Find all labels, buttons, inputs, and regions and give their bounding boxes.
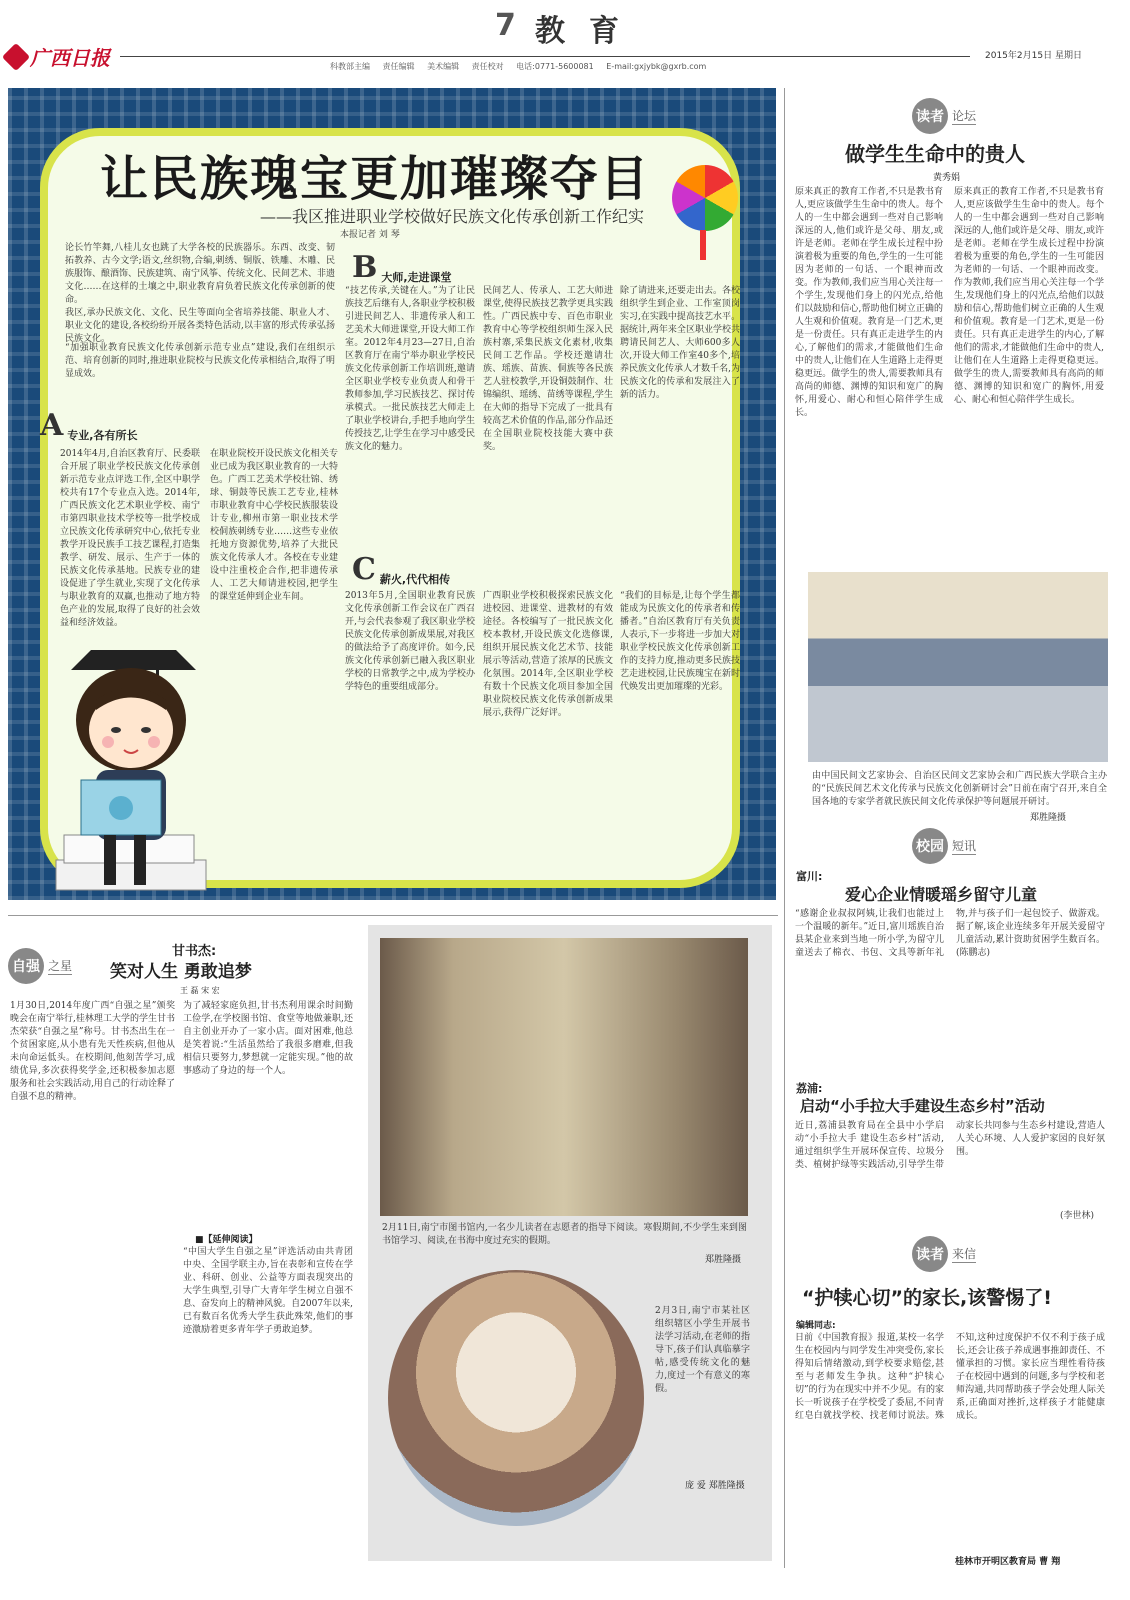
news-tag-main: 校园 (912, 828, 948, 864)
star-tag (8, 948, 72, 984)
library-photo-credit: 郑胜隆摄 (705, 1255, 742, 1265)
news-tag-sub: 短讯 (952, 839, 977, 853)
letter-salutation: 编辑同志: (796, 1321, 836, 1331)
library-photo-caption: 2月11日,南宁市图书馆内,一名少儿读者在志愿者的指导下阅读。寒假期间,不少学生来到图书馆学习、阅读,在书海中度过充实的假期。 (382, 1223, 747, 1246)
letter-text: 日前《中国教育报》报道,某校一名学生在校园内与同学发生冲突受伤,家长得知后情绪激动,到学校要求赔偿,甚至与老师发生争执。这种“护犊心切”的行为在现实中并不少见。有的家长一听说孩子在学校受了委屈,不问青红皂白就找学校、找老师讨说法。殊不知,这种过度保护不仅不利于孩子成长,还会让孩子养成遇事推卸责任、不懂承担的习惯。家长应当理性看待孩子在校园中遇到的问题,多与学校和老师沟通,共同帮助孩子学会处理人际关系,正确面对挫折,这样孩子才能健康成长。 (795, 1333, 1105, 1421)
feature-divider (8, 915, 778, 916)
section-b-text-2: 民间艺人、传承人、工艺大师进课堂,使得民族技艺教学更具实践性。广西民族中专、百色市职业教育中心等学校组织师生深入民族村寨,采集民族文化素材,收集民间工艺作品。学校还邀请壮族、瑶族、苗族、侗族等各民族艺人驻校教学,开设铜鼓制作、壮锦编织、瑶绣、苗绣等课程,学生在大师的指导下完成了一批具有较高艺术价值的作品,部分作品还在全国职业院校技能大赛中获奖。 (483, 286, 613, 452)
star-tag-sub: 之星 (48, 959, 73, 973)
star-byline: 王 磊 宋 宏 (180, 986, 220, 995)
forum-tag-sub: 论坛 (952, 109, 977, 123)
letter-tag-main: 读者 (912, 1236, 948, 1272)
newspaper-name: 广西日报 (30, 46, 110, 70)
ball-tassel (700, 230, 706, 260)
seminar-photo-credit: 郑胜隆摄 (1030, 813, 1067, 823)
section-c-text-2: 广西职业学校积极探索民族文化进校园、进课堂、进教材的有效途径。各校编写了一批民族文化校本教材,开设民族文化选修课,组织开展民族文化艺术节、技能展示等活动,营造了浓厚的民族文化氛围。2014年,全区职业学校有数十个民族文化项目参加全国职业院校民族文化传承创新成果展示,获得广泛好评。 (483, 591, 613, 718)
feature-subtitle: ——我区推进职业学校做好民族文化传承创新工作纪实 (260, 207, 645, 226)
section-c-text: 2013年5月,全国职业教育民族文化传承创新工作会议在广西召开,与会代表参观了我区职业学校民族文化传承创新成果展,对我区的做法给予了高度评价。如今,民族文化传承创新已融入我区职业学校的日常教学之中,成为学校办学特色的重要组成部分。 (345, 591, 475, 692)
feature-headline: 让民族瑰宝更加璀璨夺目 (100, 151, 651, 207)
section-b-letter: B (352, 250, 378, 285)
calligraphy-photo-caption: 2月3日,南宁市某社区组织辖区小学生开展书法学习活动,在老师的指导下,孩子们认真临摹字帖,感受传统文化的魅力,度过一个有意义的寒假。 (655, 1306, 750, 1394)
letter-tag-sub: 来信 (952, 1247, 977, 1261)
news-item1-title: 爱心企业情暖瑶乡留守儿童 (845, 885, 1038, 904)
page-number: 7 (495, 8, 516, 43)
section-a-letter: A (40, 408, 64, 443)
section-c-header (352, 552, 450, 587)
news-item2-place: 荔浦: (796, 1082, 823, 1095)
forum-text-col1: 原来真正的教育工作者,不只是教书育人,更应该做学生生命中的贵人。每个人的一生中都会遇到一些对自己影响深远的人,他们或许是父母、朋友,或许是老师。老师在学生成长过程中扮演着极为重要的角色,学生的一生可能因为老师的一句话、一个眼神而改变。作为教师,我们应当用心关注每一个学生,发现他们身上的闪光点,给他们以鼓励和信心,帮助他们树立正确的人生观和价值观。教育是一门艺术,更是一份责任。只有真正走进学生的内心,了解他们的需求,才能做他们生命中的贵人,让他们在人生道路上走得更稳更远。做学生的贵人,需要教师具有高尚的师德、渊博的知识和宽广的胸怀,用爱心、耐心和恒心陪伴学生成长。 (795, 187, 943, 418)
section-b-text: “技艺传承,关键在人。”为了让民族技艺后继有人,各职业学校积极引进民间艺人、非遗传承人和工艺美术大师进课堂,开设大师工作室。2012年4月23—27日,自治区教育厅在南宁举办职业学校民族文化传承创新工作培训班,邀请全区职业学校专业负责人和骨干教师参加,学习民族技艺、探讨传承模式。一批民族技艺大师走上了职业学校讲台,手把手地向学生传授技艺,让学生在学习中感受民族文化的魅力。 (345, 286, 475, 452)
news-item2-text: 近日,荔浦县教育局在全县中小学启动“小手拉大手 建设生态乡村”活动,通过组织学生开展环保宣传、垃圾分类、植树护绿等实践活动,引导学生带动家长共同参与生态乡村建设,营造人人关心环境、人人爱护家园的良好氛围。 (795, 1121, 1105, 1170)
news-item1-place: 富川: (796, 870, 823, 883)
newspaper-logo (6, 42, 110, 71)
logo-icon (2, 42, 30, 70)
section-c-letter: C (352, 552, 376, 587)
feature-intro: 论长竹竿舞,八桂儿女也跳了大学各校的民族器乐。东西、改变、韧拓教养、古今文学;语文,丝织物,合编,刺绣、铜版、铁雕、木雕、民族服饰、酿酒饰、民族建筑、南宁风筝、传统文化、民间艺术、非遗文化……在这样的土壤之中,职业教育肩负着民族文化传承创新的使命。 (65, 243, 336, 305)
forum-author: 黄秀娟 (933, 173, 961, 183)
star-extend-text: “中国大学生自强之星”评选活动由共青团中央、全国学联主办,旨在表彰和宣传在学业、科研、创业、公益等方面表现突出的大学生典型,引导广大青年学生树立自强不息、奋发向上的精神风貌。自2007年以来,已有数百名优秀大学生获此殊荣,他们的事迹激励着更多青年学子勇敢追梦。 (183, 1247, 353, 1335)
section-c-text-3: “我们的目标是,让每个学生都能成为民族文化的传承者和传播者。”自治区教育厅有关负责人表示,下一步将进一步加大对职业学校民族文化传承创新工作的支持力度,推动更多民族技艺走进校园,让民族瑰宝在新时代焕发出更加璀璨的光彩。 (620, 591, 740, 692)
star-kicker: 甘书杰: (172, 944, 217, 959)
forum-title: 做学生生命中的贵人 (845, 142, 1025, 166)
issue-date: 2015年2月15日 星期日 (985, 51, 1082, 61)
section-c-label: 薪火,代代相传 (379, 573, 451, 586)
section-b-header (352, 250, 452, 285)
forum-tag-main: 读者 (912, 98, 948, 134)
news-item2-title: 启动“小手拉大手建设生态乡村”活动 (800, 1097, 1045, 1115)
forum-text-col2: 原来真正的教育工作者,不只是教书育人,更应该做学生生命中的贵人。每个人的一生中都会遇到一些对自己影响深远的人,他们或许是父母、朋友,或许是老师。老师在学生成长过程中扮演着极为重要的角色,学生的一生可能因为老师的一句话、一个眼神而改变。作为教师,我们应当用心关注每一个学生,发现他们身上的闪光点,给他们以鼓励和信心,帮助他们树立正确的人生观和价值观。教育是一门艺术,更是一份责任。只有真正走进学生的内心,了解他们的需求,才能做他们生命中的贵人,让他们在人生道路上走得更稳更远。做学生的贵人,需要教师具有高尚的师德、渊博的知识和宽广的胸怀,用爱心、耐心和恒心陪伴学生成长。 (954, 187, 1104, 405)
feature-intro-2: 我区,承办民族文化、文化、民生等面向全省培养技能、职业人才、职业文化的建设,各校纷纷开展各类特色活动,以丰富的形式传承弘扬民族文化。 (65, 308, 335, 344)
letter-tag (912, 1236, 976, 1272)
star-title: 笑对人生 勇敢追梦 (110, 962, 252, 982)
seminar-photo-caption: 由中国民间文艺家协会、自治区民间文艺家协会和广西民族大学联合主办的“民族民间艺术文化传承与民族文化创新研讨会”日前在南宁召开,来自全国各地的专家学者就民族民间文化传承保护等问题展开研讨。 (812, 771, 1107, 807)
section-a-label: 专业,各有所长 (67, 429, 138, 442)
reading-girl-illustration (46, 630, 216, 920)
star-tag-main: 自强 (8, 948, 44, 984)
library-photo (380, 938, 748, 1216)
section-a-text-2: 在职业院校开设民族文化相关专业已成为我区职业教育的一大特色。广西工艺美术学校壮锦、绣球、铜鼓等民族工艺专业,桂林市职业教育中心学校民族服装设计专业,柳州市第一职业技术学校侗族刺绣专业……这些专业依托地方资源优势,培养了大批民族文化传承人才。各校在专业建设中注重校企合作,把非遗传承人、工艺大师请进校园,把学生的课堂延伸到企业车间。 (210, 449, 338, 602)
section-title: 教育 (535, 14, 643, 49)
calligraphy-photo-credit: 庞 爱 郑胜隆摄 (685, 1481, 745, 1491)
letter-signature: 桂林市开明区教育局 曹 翔 (955, 1557, 1061, 1567)
feature-intro-3: “加强职业教育民族文化传承创新示范专业点”建设,我们在组织示范、培育创新的同时,推进职业院校与民族文化传承相结合,取得了明显成效。 (65, 343, 335, 379)
column-divider (784, 88, 785, 1568)
feature-byline: 本报记者 刘 琴 (340, 230, 400, 240)
news-item1-text: “感谢企业叔叔阿姨,让我们也能过上一个温暖的新年。”近日,富川瑶族自治县某企业来到当地一所小学,为留守儿童送去了棉衣、书包、文具等新年礼物,并与孩子们一起包饺子、做游戏。据了解,该企业连续多年开展关爱留守儿童活动,累计资助贫困学生数百名。(陈鹏志) (795, 909, 1105, 958)
embroidered-ball-icon (672, 165, 738, 231)
calligraphy-photo (388, 1270, 644, 1526)
seminar-photo (808, 572, 1108, 762)
staff-line: 科教部主编 责任编辑 美术编辑 责任校对 电话:0771-5600081 E-mail:gxjybk@gxrb.com (330, 62, 707, 71)
section-b-label: 大师,走进课堂 (381, 271, 452, 284)
masthead-rule (120, 56, 970, 57)
section-a-header (40, 408, 137, 443)
star-extend-label: ■【延伸阅读】 (195, 1235, 258, 1245)
section-a-text: 2014年4月,自治区教育厅、民委联合开展了职业学校民族文化传承创新示范专业点评选工作,全区中职学校共有17个专业点入选。2014年,广西民族文化艺术职业学校、南宁市第四职业技术学校等一批学校成立民族文化传承研究中心,依托专业教学开设民族手工技艺课程,打造集教学、研发、展示、生产于一体的民族文化传承基地。民族专业的建设促进了学生就业,实现了文化传承与职业教育的双赢,也推动了地方特色产业的发展,取得了良好的社会效益和经济效益。 (60, 449, 200, 628)
news-item2-credit: (李世林) (1060, 1211, 1095, 1221)
news-tag (912, 828, 976, 864)
forum-tag (912, 98, 976, 134)
letter-title: “护犊心切”的家长,该警惕了! (802, 1287, 1052, 1309)
section-b-text-3: 除了请进来,还要走出去。各校组织学生到企业、工作室顶岗实习,在实践中提高技艺水平。据统计,两年来全区职业学校共聘请民间艺人、大师600多人次,开设大师工作室40多个,培养民族文化传承人才数千名,为民族文化的传承和发展注入了新的活力。 (620, 286, 740, 400)
star-text-2: 为了减轻家庭负担,甘书杰利用课余时间勤工俭学,在学校图书馆、食堂等地做兼职,还自主创业开办了一家小店。面对困难,他总是笑着说:“生活虽然给了我很多磨难,但我相信只要努力,梦想就一定能实现。”他的故事感动了身边的每一个人。 (183, 1001, 353, 1076)
star-text: 1月30日,2014年度广西“自强之星”颁奖晚会在南宁举行,桂林理工大学的学生甘书杰荣获“自强之星”称号。甘书杰出生在一个贫困家庭,从小患有先天性疾病,但他从未向命运低头。在校期间,他刻苦学习,成绩优异,多次获得奖学金,还积极参加志愿服务和社会实践活动,用自己的行动诠释了自强不息的精神。 (10, 1001, 175, 1102)
